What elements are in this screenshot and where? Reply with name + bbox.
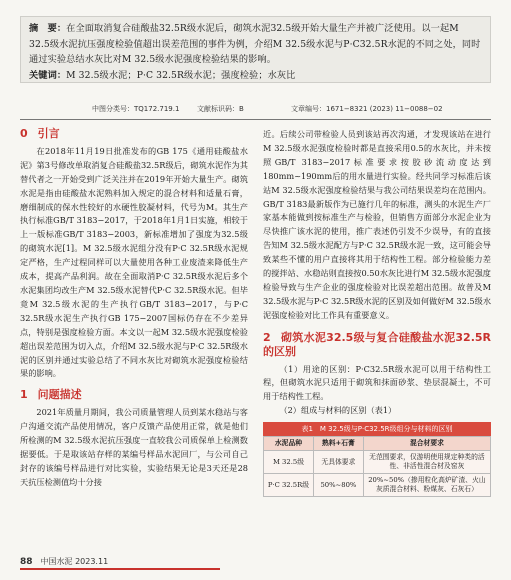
keywords-paragraph (29, 68, 482, 84)
page-number: 88 (20, 557, 33, 567)
table-row (264, 474, 491, 497)
table-cell: 50%~80% (313, 474, 363, 497)
abstract-text: 在全面取消复合硅酸盐32.5R级水泥后，砌筑水泥32.5级开始大量生产并被广泛使用。以一起M 32.5级水泥抗压强度检验值超出误差范围的事件为例，介绍M 32.5级水泥与P·C32.5R水泥的不同之处，同时通过实验总结水灰比对M 32.5级水泥强度检验结果的影响。 (29, 23, 481, 65)
abstract-label: 摘 要： (29, 23, 67, 34)
table-cell: 无具体要求 (313, 451, 363, 474)
composition-difference-paragraph: （2）组成与材料的区别（表1） (279, 405, 397, 416)
section2-title: 砌筑水泥32.5级与复合硅酸盐水泥32.5R的区别 (263, 330, 491, 358)
table-row (264, 451, 491, 474)
intro-title: 引言 (37, 127, 60, 140)
left-column (20, 125, 248, 490)
abstract-paragraph (29, 21, 482, 68)
problem-paragraph: 2021年质量月期间，我公司质量管理人员到某水稳站与客户沟通交流产品使用情况，客户反馈产品使用正常，就是他们所检测的M 32.5级水泥抗压强度一直较我公司质保单上检测数据要低。于是取该站存样的某编号样品水泥回厂，与公司自己封存的该编号样品进行对比实验，实验结果无论是3天还是28天抗压检测值均十分接 (20, 407, 248, 487)
table-cell: P·C 32.5R级 (264, 474, 314, 497)
table-cell: 无范围要求，仅游明使用规定种类的活性、非活性混合材及窑灰 (363, 451, 490, 474)
journal-name: 中国水泥 2023.11 (40, 557, 109, 566)
intro-heading (20, 127, 248, 141)
keywords-text: M 32.5级水泥；P·C 32.5R级水泥；强度检验；水灰比 (66, 69, 296, 81)
footer-accent-bar (20, 568, 220, 570)
table-cell: M 32.5级 (264, 451, 314, 474)
intro-number: 0 (20, 127, 28, 140)
section2-heading (263, 331, 491, 359)
page-footer (20, 556, 108, 567)
keywords-label: 关键词： (29, 69, 67, 81)
clc-number: 中图分类号：TQ172.719.1 (92, 105, 180, 113)
right-column (263, 128, 491, 497)
article-number: 文章编号：1671−8321 (2023) 11−0088−02 (291, 105, 443, 113)
problem-number: 1 (20, 388, 28, 402)
header-admixture-requirement: 混合材要求 (363, 437, 490, 451)
intro-paragraph: 在2018年11月19日批准发布的GB 175《通用硅酸盐水泥》第3号修改单取消复合硅酸盐32.5R级后，砌筑水泥作为其替代者之一开始受到广泛关注并在2019年开始大量生产。砌筑水泥是指由硅酸盐水泥熟料加入规定的混合材料和适量石膏，磨细制成的保水性较好的水硬性胶凝材料，代号为M。其生产执行标准GB/T 3183−2017，于2018年1月1日实施，相较于上一版标准GB/T 3183−2003，新标准增加了强度为32.5级的砌筑水泥[1]。M 32.5级水泥组分没有P·C 32.5R级水泥规定严格，生产过程同样可以大量使用各种工业废渣来降低生产成本，提高产品利润。故在全面取消P·C 32.5R级水泥后多个水泥集团均改生产M 32.5级水泥替代P·C 32.5R级水泥。但毕竟M 32.5级水泥的生产执行GB/T 3183−2017，与P·C 32.5R级水泥生产执行GB 175−2007国标仍存在不少差异点，特别是强度检验方面。本文以一起M 32.5级水泥强度检验超出误差范围为切入点，介绍M 32.5级水泥与P·C 32.5R级水泥的区别并通过实验总结了不同水灰比对砌筑水泥强度检验结果的影响。 (20, 145, 248, 379)
document-code: 文献标识码：B (197, 105, 244, 113)
usage-difference-paragraph: （1）用途的区别：P·C32.5R级水泥可以用于结构性工程，但砌筑水泥只适用于砌筑和抹面砂浆、垫层混凝土，不可用于结构性工程。 (263, 363, 491, 402)
table-cell: 20%~50%（掺用粒化高炉矿渣、火山灰质混合材料、粉煤灰、石灰石） (363, 474, 490, 497)
comparison-table (263, 422, 491, 497)
continued-paragraph: 近。后续公司带检验人员到该站再次沟通，才发现该站在进行M 32.5级水泥强度检验时都是直接采用0.5的水灰比，并未按照GB/T 3183−2017标准要求按胶砂流动度达到180mm~190mm后的用水量进行实验。经共同学习标准后该站M 32.5级水泥强度检验结果与我公司结果误差均在范围内。GB/T 3183最新版作为已施行几年的标准，测头的水泥生产厂家基本能做到按标准生产与检验，但销售方面部分水泥企业为尽快推广该水泥的使用，推广表述仍引发不少误导，有的直接告知M 32.5级水泥配方与P·C 32.5R级水泥一致，这可能会导致某些不懂的用户直接将其用于结构性工程。部分检验能力差的搅拌站、水稳站则直接按0.50水灰比进行M 32.5级水泥强度检验导致与生产企业的强度检验对比误差超出范围。故普及M 32.5级水泥与P·C 32.5R级水泥的区别及如何做好M 32.5级水泥强度检验对比工作具有重要意义。 (263, 129, 492, 320)
problem-title: 问题描述 (37, 388, 82, 402)
problem-heading (20, 388, 248, 402)
table-title: 表1 M 32.5级与P·C32.5R级组分与材料的区别 (263, 422, 491, 436)
header-clinker-gypsum: 熟料+石膏 (313, 437, 363, 451)
abstract-box (20, 16, 491, 83)
table-grid (263, 436, 491, 497)
header-cement-type: 水泥品种 (264, 437, 314, 451)
table-header-row (264, 437, 491, 451)
section2-number: 2 (263, 330, 271, 344)
header-divider (20, 119, 491, 120)
